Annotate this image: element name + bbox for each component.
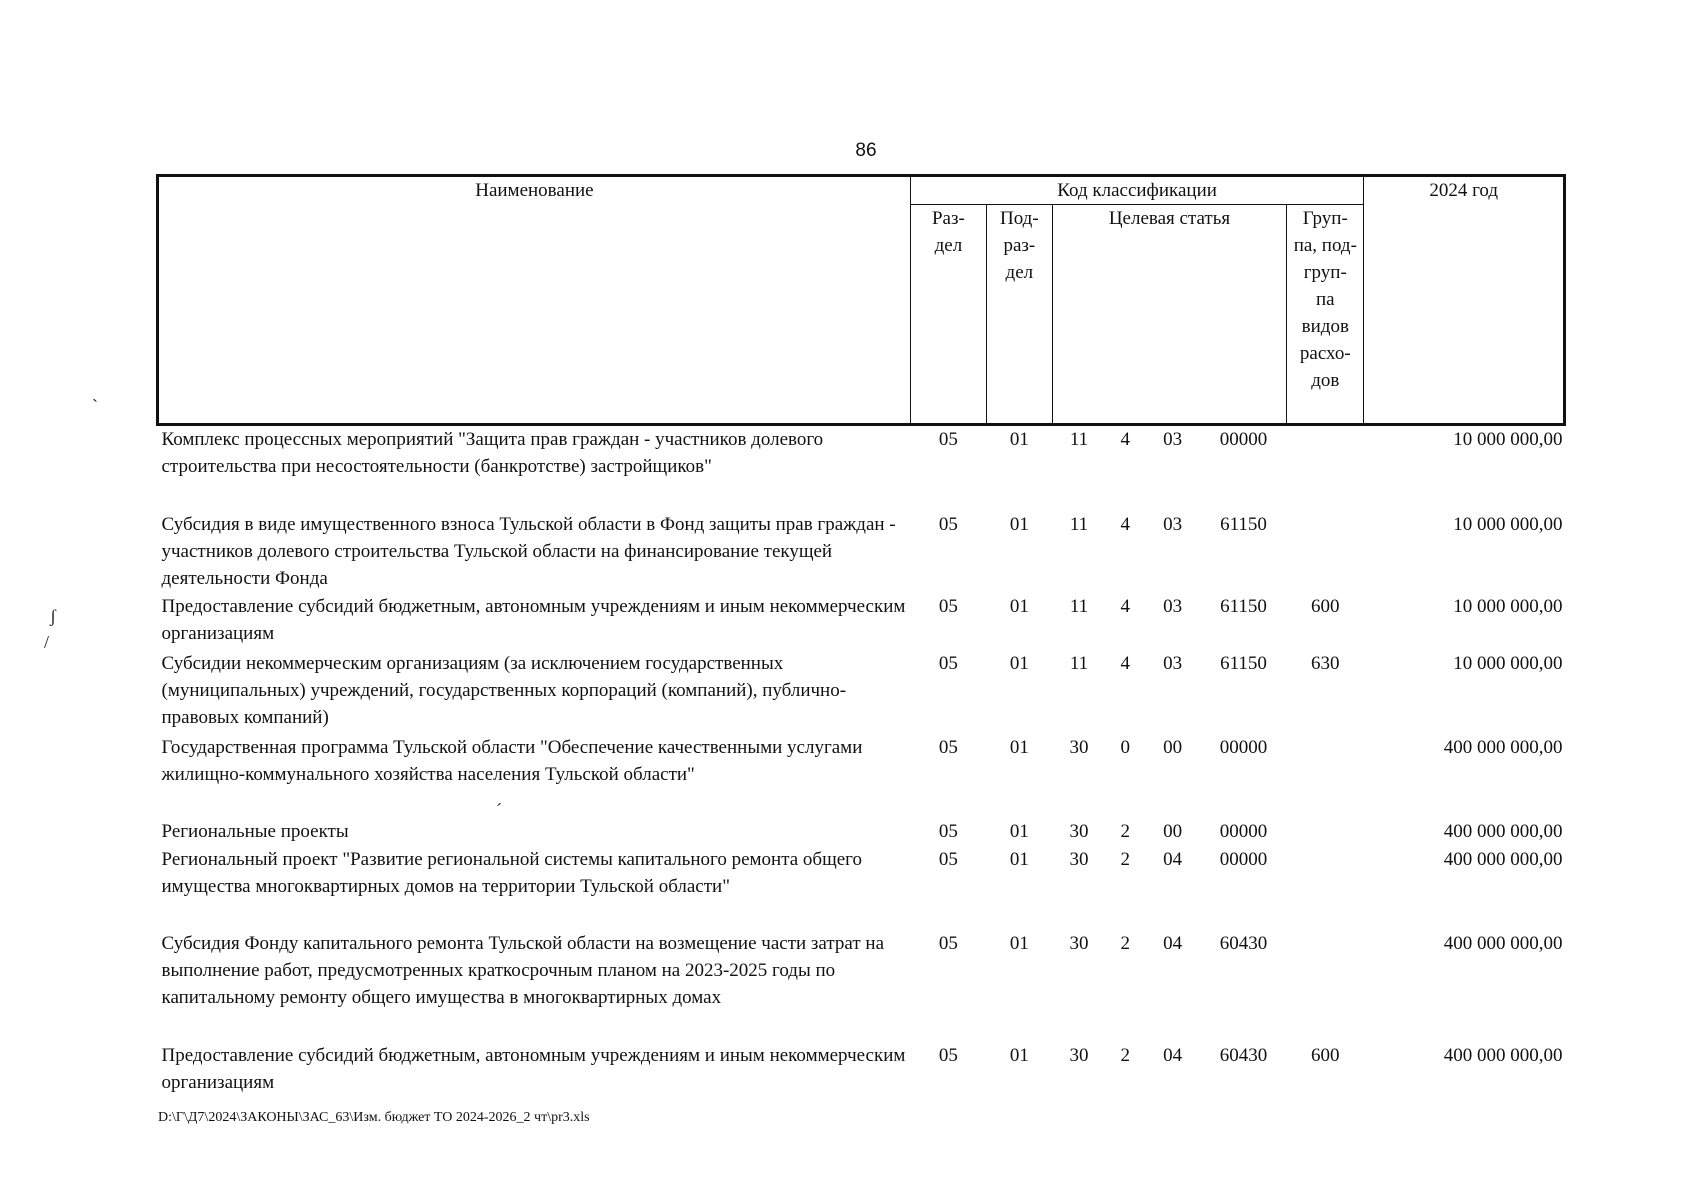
row-razdel: 05 <box>938 596 958 617</box>
row-t3: 03 <box>1163 596 1183 617</box>
row-t2: 2 <box>1120 1045 1130 1066</box>
row-group <box>1287 818 1364 846</box>
row-razdel: 05 <box>938 933 958 954</box>
row-razdel: 05 <box>938 653 958 674</box>
header-code-group: Код классификации <box>910 176 1364 205</box>
row-t1: 30 <box>1069 933 1089 954</box>
table-body <box>158 425 1565 1103</box>
scan-artifact: ` <box>92 396 98 416</box>
row-sum: 10 000 000,00 <box>1453 429 1563 450</box>
row-t2: 4 <box>1120 596 1130 617</box>
row-t2: 2 <box>1120 933 1130 954</box>
row-sum: 400 000 000,00 <box>1443 737 1563 758</box>
row-razdel: 05 <box>938 429 958 450</box>
row-t4: 00000 <box>1219 849 1268 870</box>
row-razdel: 05 <box>938 821 958 842</box>
row-sum: 400 000 000,00 <box>1443 1045 1563 1066</box>
row-t1: 30 <box>1069 821 1089 842</box>
row-name: Комплекс процессных мероприятий "Защита прав граждан - участников долевого строительства при несостоятельности (банкротстве) застройщиков" <box>161 429 824 477</box>
table-row <box>158 425 1565 512</box>
header-name: Наименование <box>158 176 911 425</box>
row-t4: 00000 <box>1219 429 1268 450</box>
row-name: Региональный проект "Развитие региональной системы капитального ремонта общего имущества многоквартирных домов на территории Тульской области" <box>161 849 862 897</box>
row-t2: 4 <box>1120 429 1130 450</box>
row-t1: 11 <box>1069 653 1089 674</box>
row-t4: 61150 <box>1220 653 1267 674</box>
row-t3: 04 <box>1163 1045 1183 1066</box>
row-group: 600 <box>1311 1045 1340 1066</box>
row-sum: 10 000 000,00 <box>1453 596 1563 617</box>
table-row <box>158 846 1565 930</box>
row-t4: 61150 <box>1220 514 1267 535</box>
row-podrazdel: 01 <box>1009 429 1029 450</box>
header-podrazdel: Под- раз- дел <box>986 205 1052 425</box>
row-podrazdel: 01 <box>1009 933 1029 954</box>
row-razdel: 05 <box>938 1045 958 1066</box>
row-t4: 00000 <box>1219 737 1268 758</box>
row-t3: 04 <box>1163 933 1183 954</box>
table-row <box>158 818 1565 846</box>
table-row <box>158 650 1565 734</box>
row-podrazdel: 01 <box>1009 1045 1029 1066</box>
row-t3: 04 <box>1163 849 1183 870</box>
row-podrazdel: 01 <box>1009 737 1029 758</box>
row-t2: 4 <box>1120 514 1130 535</box>
row-t2: 0 <box>1120 737 1130 758</box>
row-t3: 03 <box>1163 429 1183 450</box>
row-podrazdel: 01 <box>1009 653 1029 674</box>
row-group: 600 <box>1311 596 1340 617</box>
row-t2: 2 <box>1120 849 1130 870</box>
table-row <box>158 930 1565 1042</box>
header-year: 2024 год <box>1364 176 1565 425</box>
header-target-article: Целевая статья <box>1052 205 1286 425</box>
row-podrazdel: 01 <box>1009 514 1029 535</box>
row-t4: 60430 <box>1219 933 1268 954</box>
row-name: Субсидия Фонду капитального ремонта Тульской области на возмещение части затрат на выполнение работ, предусмотренных краткосрочным планом на 2023-2025 годы по капитальному ремонту общего имущества в многоквартирных домах <box>161 933 885 1008</box>
row-name: Предоставление субсидий бюджетным, автономным учреждениям и иным некоммерческим организациям <box>161 596 906 644</box>
row-sum: 10 000 000,00 <box>1453 514 1563 535</box>
row-sum: 400 000 000,00 <box>1443 849 1563 870</box>
row-t3: 00 <box>1163 737 1183 758</box>
scan-artifact: ʃ <box>50 606 56 626</box>
row-sum: 400 000 000,00 <box>1443 821 1563 842</box>
row-podrazdel: 01 <box>1009 849 1029 870</box>
row-t1: 11 <box>1069 514 1089 535</box>
file-path-footer: D:\Г\Д7\2024\ЗАКОНЫ\ЗАС_63\Изм. бюджет ТО 2024-2026_2 чт\pr3.xls <box>158 1110 590 1125</box>
row-t2: 4 <box>1120 653 1130 674</box>
budget-table <box>156 174 1566 1102</box>
row-t1: 11 <box>1069 596 1089 617</box>
row-t3: 00 <box>1163 821 1183 842</box>
row-podrazdel: 01 <box>1009 821 1029 842</box>
table-row <box>158 734 1565 818</box>
row-t2: 2 <box>1120 821 1130 842</box>
row-group <box>1287 846 1364 930</box>
row-name: Государственная программа Тульской области "Обеспечение качественными услугами жилищно-коммунального хозяйства населения Тульской области" <box>161 737 863 785</box>
row-t4: 61150 <box>1220 596 1267 617</box>
row-name: Субсидия в виде имущественного взноса Тульской области в Фонд защиты прав граждан - участников долевого строительства Тульской области на финансирование текущей деятельности Фонда <box>161 514 896 589</box>
row-t1: 11 <box>1069 429 1089 450</box>
row-t3: 03 <box>1163 514 1183 535</box>
row-razdel: 05 <box>938 737 958 758</box>
page-number: 86 <box>855 140 877 161</box>
row-group <box>1287 734 1364 818</box>
row-name: Субсидии некоммерческим организациям (за исключением государственных (муниципальных) учреждений, государственных корпораций (компаний), публично-правовых компаний) <box>161 653 847 728</box>
row-sum: 10 000 000,00 <box>1453 653 1563 674</box>
table-row <box>158 1042 1565 1102</box>
table-row <box>158 511 1565 593</box>
row-razdel: 05 <box>938 849 958 870</box>
row-sum: 400 000 000,00 <box>1443 933 1563 954</box>
row-t4: 00000 <box>1219 821 1268 842</box>
header-razdel: Раз- дел <box>910 205 986 425</box>
header-group: Груп- па, под- груп- па видов расхо- дов <box>1287 205 1364 425</box>
row-group <box>1287 930 1364 1042</box>
table-row <box>158 593 1565 650</box>
row-group <box>1287 511 1364 593</box>
row-t1: 30 <box>1069 737 1089 758</box>
scan-artifact: / <box>44 632 50 652</box>
row-name: Региональные проекты <box>161 821 349 842</box>
row-t1: 30 <box>1069 849 1089 870</box>
row-razdel: 05 <box>938 514 958 535</box>
row-t4: 60430 <box>1219 1045 1268 1066</box>
row-group <box>1287 425 1364 512</box>
row-name: Предоставление субсидий бюджетным, автономным учреждениям и иным некоммерческим организациям <box>161 1045 906 1093</box>
row-t1: 30 <box>1069 1045 1089 1066</box>
row-group: 630 <box>1311 653 1340 674</box>
row-t3: 03 <box>1163 653 1183 674</box>
row-podrazdel: 01 <box>1009 596 1029 617</box>
scan-artifact: ˊ <box>496 800 502 820</box>
